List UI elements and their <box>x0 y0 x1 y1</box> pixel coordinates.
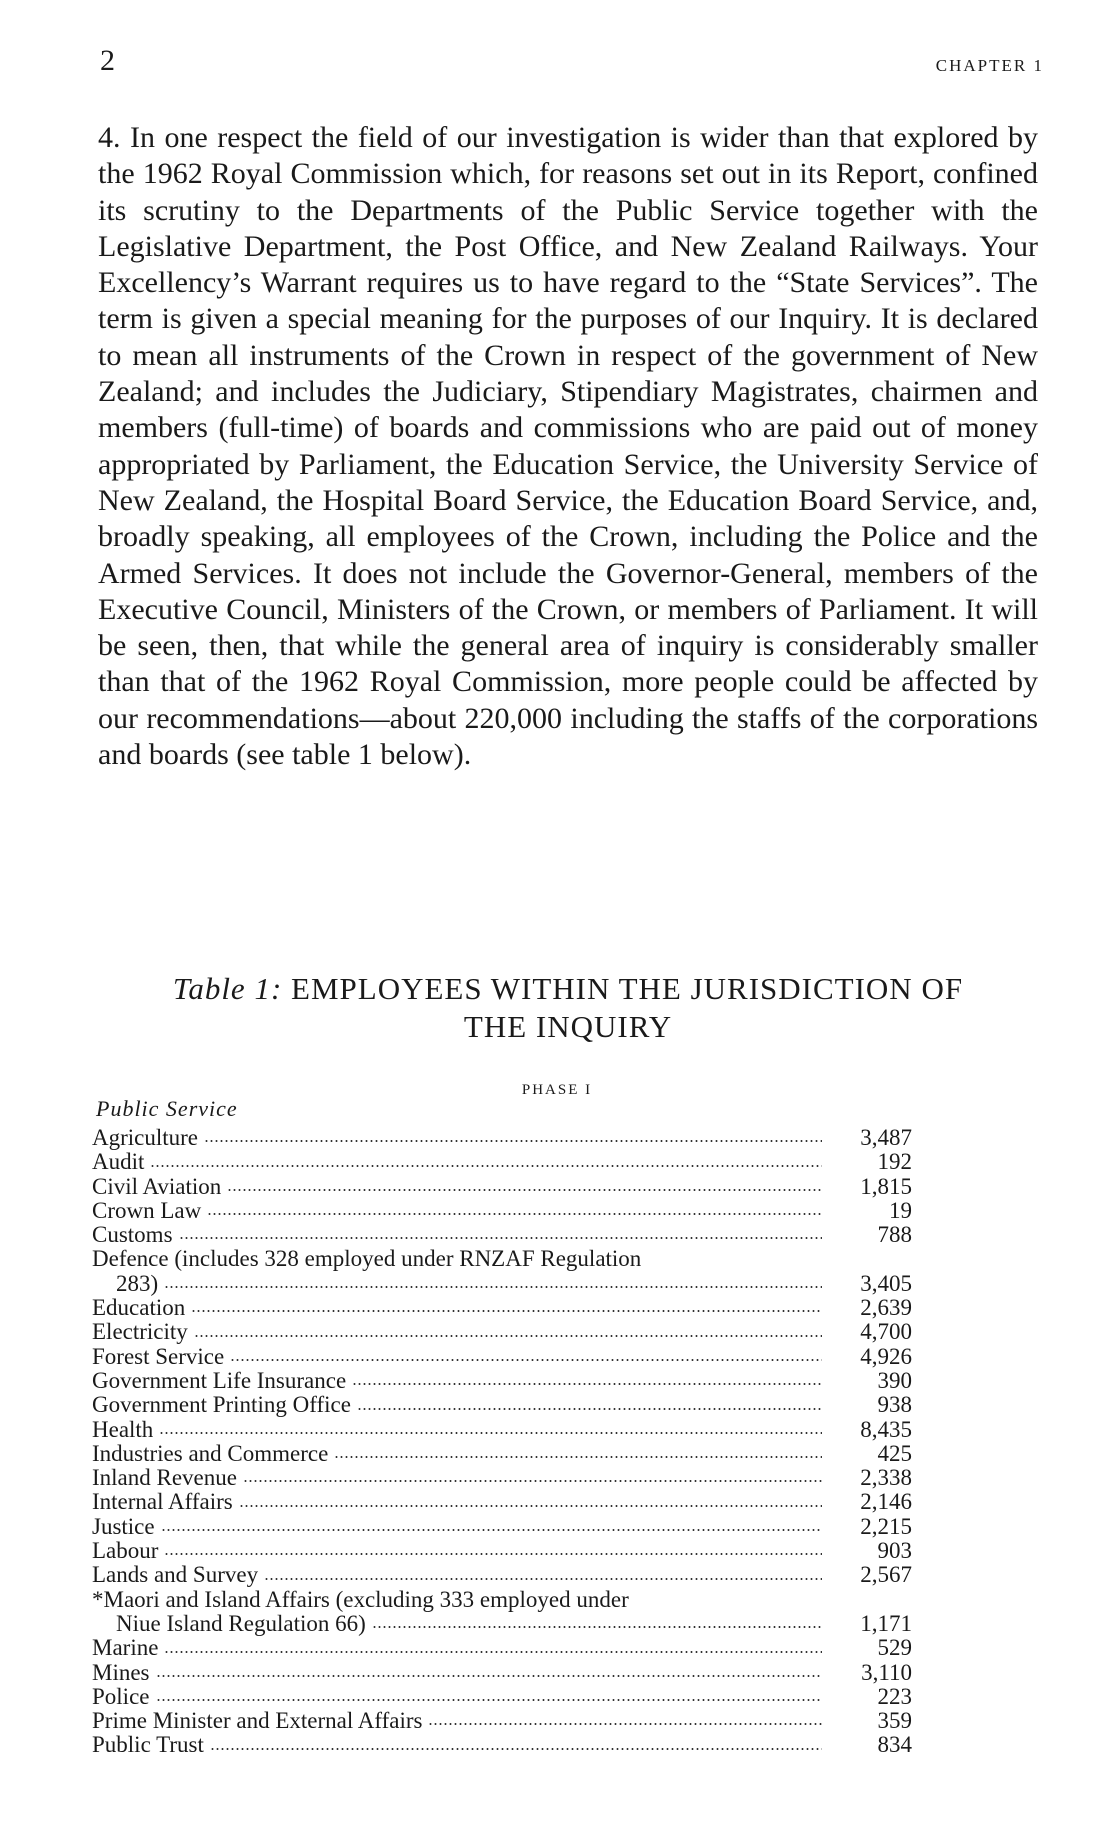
table-row <box>92 1320 912 1344</box>
table-row <box>92 1490 912 1514</box>
table-row <box>92 1442 912 1466</box>
employee-count: 529 <box>877 1635 912 1661</box>
department-name: Customs <box>92 1222 173 1248</box>
table-row <box>92 1539 912 1563</box>
employee-count: 4,700 <box>860 1319 912 1345</box>
dot-leader <box>164 1283 822 1291</box>
dot-leader <box>243 1477 822 1485</box>
employee-count: 425 <box>877 1440 912 1466</box>
department-name: Audit <box>92 1149 145 1175</box>
department-name: Health <box>92 1416 154 1442</box>
table-row <box>92 1515 912 1539</box>
employee-count: 359 <box>877 1708 912 1734</box>
employee-count: 390 <box>877 1367 912 1393</box>
department-name: Government Life Insurance <box>92 1367 347 1393</box>
employee-count: 2,567 <box>860 1562 912 1588</box>
dot-leader <box>164 1648 822 1656</box>
table-title <box>98 970 1038 1046</box>
employee-count: 1,171 <box>860 1610 912 1636</box>
dot-leader <box>334 1453 822 1461</box>
department-name: Justice <box>92 1513 155 1539</box>
department-name: Crown Law <box>92 1197 202 1223</box>
dot-leader <box>164 1550 822 1558</box>
department-name: Industries and Commerce <box>92 1440 329 1466</box>
dot-leader <box>230 1356 822 1364</box>
dot-leader <box>150 1162 822 1170</box>
department-name: *Maori and Island Affairs (excluding 333 employed under <box>92 1586 629 1612</box>
dot-leader <box>194 1332 822 1340</box>
employee-count: 223 <box>877 1683 912 1709</box>
table-title-line2: THE INQUIRY <box>463 1009 673 1044</box>
table-row <box>92 1733 912 1757</box>
employee-count: 19 <box>889 1197 912 1223</box>
table-title-line1: EMPLOYEES WITHIN THE JURISDICTION OF <box>291 971 964 1006</box>
department-name: 283) <box>116 1270 159 1296</box>
department-name: Police <box>92 1683 150 1709</box>
employee-count: 903 <box>877 1538 912 1564</box>
employee-count: 3,110 <box>861 1659 912 1685</box>
employee-count: 4,926 <box>860 1343 912 1369</box>
employee-count: 834 <box>877 1732 912 1758</box>
dot-leader <box>227 1186 822 1194</box>
section-heading: Public Service <box>96 1096 238 1121</box>
department-name: Defence (includes 328 employed under RNZAF Regulation <box>92 1246 642 1272</box>
dot-leader <box>264 1575 822 1583</box>
dot-leader <box>207 1210 822 1218</box>
department-name: Forest Service <box>92 1343 225 1369</box>
department-name: Education <box>92 1295 186 1321</box>
department-name: Civil Aviation <box>92 1173 222 1199</box>
department-name: Lands and Survey <box>92 1562 259 1588</box>
employee-count: 2,639 <box>860 1295 912 1321</box>
department-name: Public Trust <box>92 1732 204 1758</box>
table-row <box>92 1126 912 1150</box>
employee-count: 2,338 <box>860 1465 912 1491</box>
department-name: Marine <box>92 1635 159 1661</box>
dot-leader <box>179 1234 822 1242</box>
employee-count: 1,815 <box>860 1173 912 1199</box>
table-row <box>92 1393 912 1417</box>
table-row <box>92 1150 912 1174</box>
table-row <box>92 1563 912 1587</box>
table-row <box>92 1272 912 1296</box>
dot-leader <box>204 1137 822 1145</box>
dot-leader <box>635 1599 822 1607</box>
dot-leader <box>372 1623 822 1631</box>
employee-count: 2,146 <box>860 1489 912 1515</box>
department-name: Agriculture <box>92 1125 199 1150</box>
dot-leader <box>161 1526 822 1534</box>
table-row <box>92 1588 912 1612</box>
table-row <box>92 1661 912 1685</box>
employee-count: 3,487 <box>860 1125 912 1150</box>
dot-leader <box>357 1405 822 1413</box>
department-name: Labour <box>92 1538 159 1564</box>
table-row <box>92 1175 912 1199</box>
dot-leader <box>191 1307 822 1315</box>
dot-leader <box>156 1672 823 1680</box>
table-row <box>92 1223 912 1247</box>
dot-leader <box>210 1745 822 1753</box>
table-row <box>92 1466 912 1490</box>
employee-table <box>92 1126 912 1758</box>
table-row <box>92 1199 912 1223</box>
dot-leader <box>647 1259 822 1267</box>
employee-count: 938 <box>877 1392 912 1418</box>
department-name: Inland Revenue <box>92 1465 237 1491</box>
department-name: Internal Affairs <box>92 1489 233 1515</box>
department-name: Niue Island Regulation 66) <box>116 1610 366 1636</box>
dot-leader <box>239 1502 822 1510</box>
employee-count: 3,405 <box>860 1270 912 1296</box>
table-label: Table 1: <box>172 971 283 1006</box>
department-name: Government Printing Office <box>92 1392 351 1418</box>
employee-count: 788 <box>877 1222 912 1248</box>
table-row <box>92 1345 912 1369</box>
table-row <box>92 1709 912 1733</box>
dot-leader <box>159 1429 822 1437</box>
table-row <box>92 1369 912 1393</box>
table-row <box>92 1418 912 1442</box>
chapter-label: CHAPTER 1 <box>935 56 1044 75</box>
table-row <box>92 1296 912 1320</box>
body-paragraph: 4. In one respect the field of our investigation is wider than that explored by the 1962 Royal Commission which, for reasons set out in its Report, confined its scrutiny to the Departments of the Public Service together with the Legislative Department, the Post Office, and New Zealand Railways. Your Excellency’s Warrant requires us to have regard to the “State Services”. The term is given a special meaning for the purposes of our Inquiry. It is declared to mean all instruments of the Crown in respect of the government of New Zealand; and includes the Judiciary, Stipendiary Magistrates, chairmen and members (full-time) of boards and commissions who are paid out of money appropriated by Parliament, the Education Service, the University Service of New Zealand, the Hospital Board Service, the Education Board Service, and, broadly speaking, all employees of the Crown, including the Police and the Armed Services. It does not include the Governor-General, members of the Executive Council, Ministers of the Crown, or members of Parliament. It will be seen, then, that while the general area of inquiry is considerably smaller than that of the 1962 Royal Commission, more people could be affected by our recommendations—about 220,000 including the staffs of the corporations and boards (see table 1 below). <box>98 121 1038 772</box>
table-row <box>92 1636 912 1660</box>
dot-leader <box>428 1720 822 1728</box>
table-row <box>92 1247 912 1271</box>
employee-count: 2,215 <box>860 1513 912 1539</box>
department-name: Mines <box>92 1659 150 1685</box>
page-number: 2 <box>100 44 115 77</box>
department-name: Electricity <box>92 1319 188 1345</box>
table-row <box>92 1612 912 1636</box>
employee-count: 192 <box>877 1149 912 1175</box>
dot-leader <box>156 1696 823 1704</box>
employee-count: 8,435 <box>860 1416 912 1442</box>
table-row <box>92 1685 912 1709</box>
dot-leader <box>352 1380 822 1388</box>
phase-heading: PHASE I <box>521 1082 593 1098</box>
department-name: Prime Minister and External Affairs <box>92 1708 423 1734</box>
